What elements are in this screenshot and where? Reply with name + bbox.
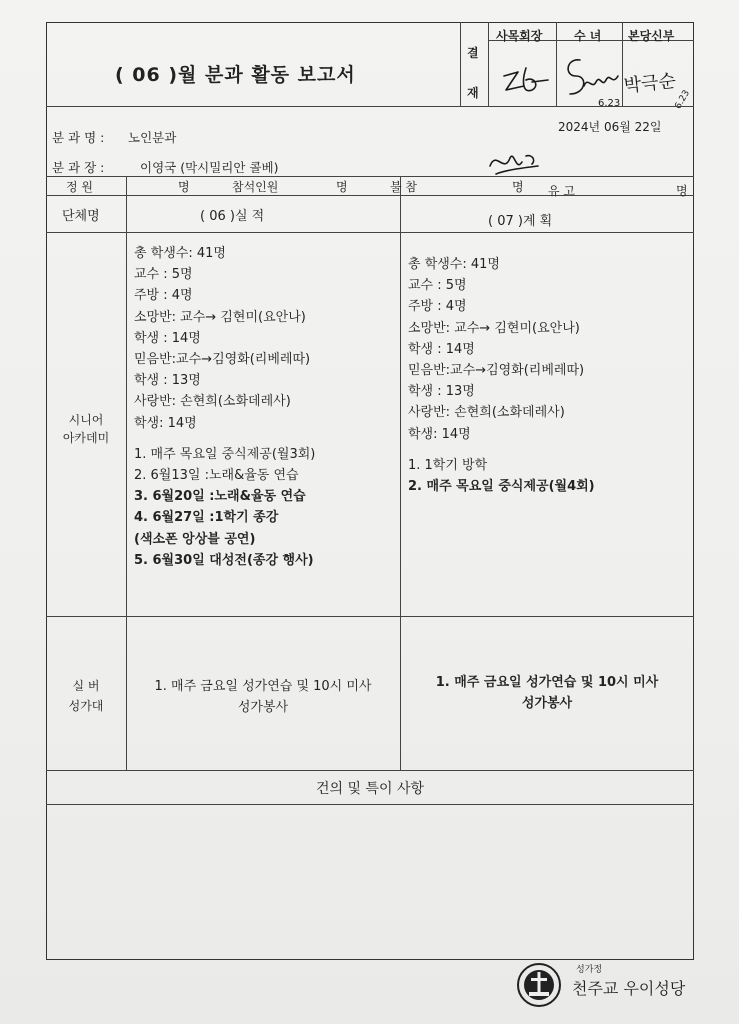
content-line: 2. 6월13일 :노래&율동 연습 [134,468,299,484]
table-bottom-line [46,770,694,771]
approval-label-1: 결 [467,46,479,60]
approver-1: 사목회장 [496,29,543,43]
actual-content-senior [134,243,396,571]
members-unit: 명 [336,180,348,194]
header-bottom-line [46,106,694,107]
group-name-senior: 시니어 [68,413,104,427]
group-header: 단체명 [62,209,100,224]
church-seal-icon [516,962,562,1008]
group-column-divider [126,195,127,770]
content-line: 학생 : 14명 [134,330,201,346]
suggestions-header: 건의 및 특이 사항 [315,781,425,797]
members-top-line [46,176,694,177]
content-line: 사랑반: 손현희(소화데레사) [134,394,291,410]
members-capacity-label: 정 원 [66,180,93,194]
footer-seal-small: 성가정 [576,965,603,975]
members-bottom-line [46,195,694,196]
signature-3-name: 박극순 [622,70,677,97]
report-title: ( 06 )월 분과 활동 보고서 [115,64,356,86]
head-value: 이영국 (막시밀리안 콜베) [140,160,279,175]
content-line: 소망반: 교수→ 김현미(요안나) [134,309,306,325]
members-divider [126,176,127,195]
content-line: 학생: 14명 [134,415,197,431]
members-absent-label: 불 참 [390,180,417,194]
content-line: 학생 : 13명 [134,373,201,389]
content-line: 학생 : 13명 [408,384,475,400]
content-line: 5. 6월30일 대성전(종강 행사) [134,552,314,568]
members-unit: 명 [178,180,190,194]
plan-header: ( 07 )계 획 [488,214,553,229]
content-line: 2. 매주 목요일 중식제공(월4회) [408,479,595,495]
signature-1 [496,46,556,106]
suggestions-line [46,804,694,805]
content-line: 3. 6월20일 :노래&율동 연습 [134,489,306,505]
report-date: 2024년 06월 22일 [558,120,662,134]
table-header-line [46,232,694,233]
approver-2: 수 녀 [574,29,602,43]
signature-3-date: 6.23 [673,88,693,111]
content-line: 주방 : 4명 [408,299,467,315]
content-line [134,434,396,444]
approval-label-2: 재 [467,86,479,100]
content-line [408,445,690,455]
actual-content-choir: 1. 매주 금요일 성가연습 및 10시 미사 성가봉사 [154,679,372,716]
content-line: 소망반: 교수→ 김현미(요안나) [408,320,580,336]
content-line: 총 학생수: 41명 [408,257,500,272]
approval-left-border [460,22,461,106]
content-line: 믿음반:교수→김영화(리베레따) [134,352,311,368]
signature-2-date: 6.23 [598,98,621,109]
approval-divider [556,22,557,106]
department-value: 노인분과 [128,130,177,145]
members-unit: 명 [676,184,688,198]
department-label: 분 과 명 : [52,130,105,145]
approval-divider [488,22,489,106]
content-line: 1. 매주 목요일 중식제공(월3회) [134,446,316,462]
signature-2 [558,46,624,110]
plan-content-choir: 1. 매주 금요일 성가연습 및 10시 미사 성가봉사 [435,675,659,712]
content-line: 1. 1학기 방학 [408,457,488,473]
content-line: (색소폰 앙상블 공연) [134,531,256,547]
content-line: 믿음반:교수→김영화(리베레따) [408,363,585,379]
content-line: 교수 : 5명 [134,267,193,283]
content-line: 주방 : 4명 [134,288,193,304]
church-name: 천주교 우이성당 [572,979,686,998]
content-line: 학생 : 14명 [408,341,475,357]
members-attend-label: 참석인원 [232,180,279,194]
content-line: 사랑반: 손현희(소화데레사) [408,405,565,421]
members-excused-label: 유 고 [548,184,575,198]
group-name-choir: 실 버 성가대 [68,679,104,713]
head-label: 분 과 장 : [52,160,105,175]
group-name-senior-2: 아카데미 [62,431,110,445]
content-line: 총 학생수: 41명 [134,246,226,261]
members-unit: 명 [512,180,524,194]
content-line: 교수 : 5명 [408,278,467,294]
row-divider [46,616,694,617]
plan-column-divider [400,195,401,770]
plan-content-senior [408,254,690,497]
approver-3: 본당신부 [628,29,675,43]
actual-header: ( 06 )실 적 [200,209,265,224]
content-line: 4. 6월27일 :1학기 종강 [134,510,279,526]
content-line: 학생: 14명 [408,426,471,442]
